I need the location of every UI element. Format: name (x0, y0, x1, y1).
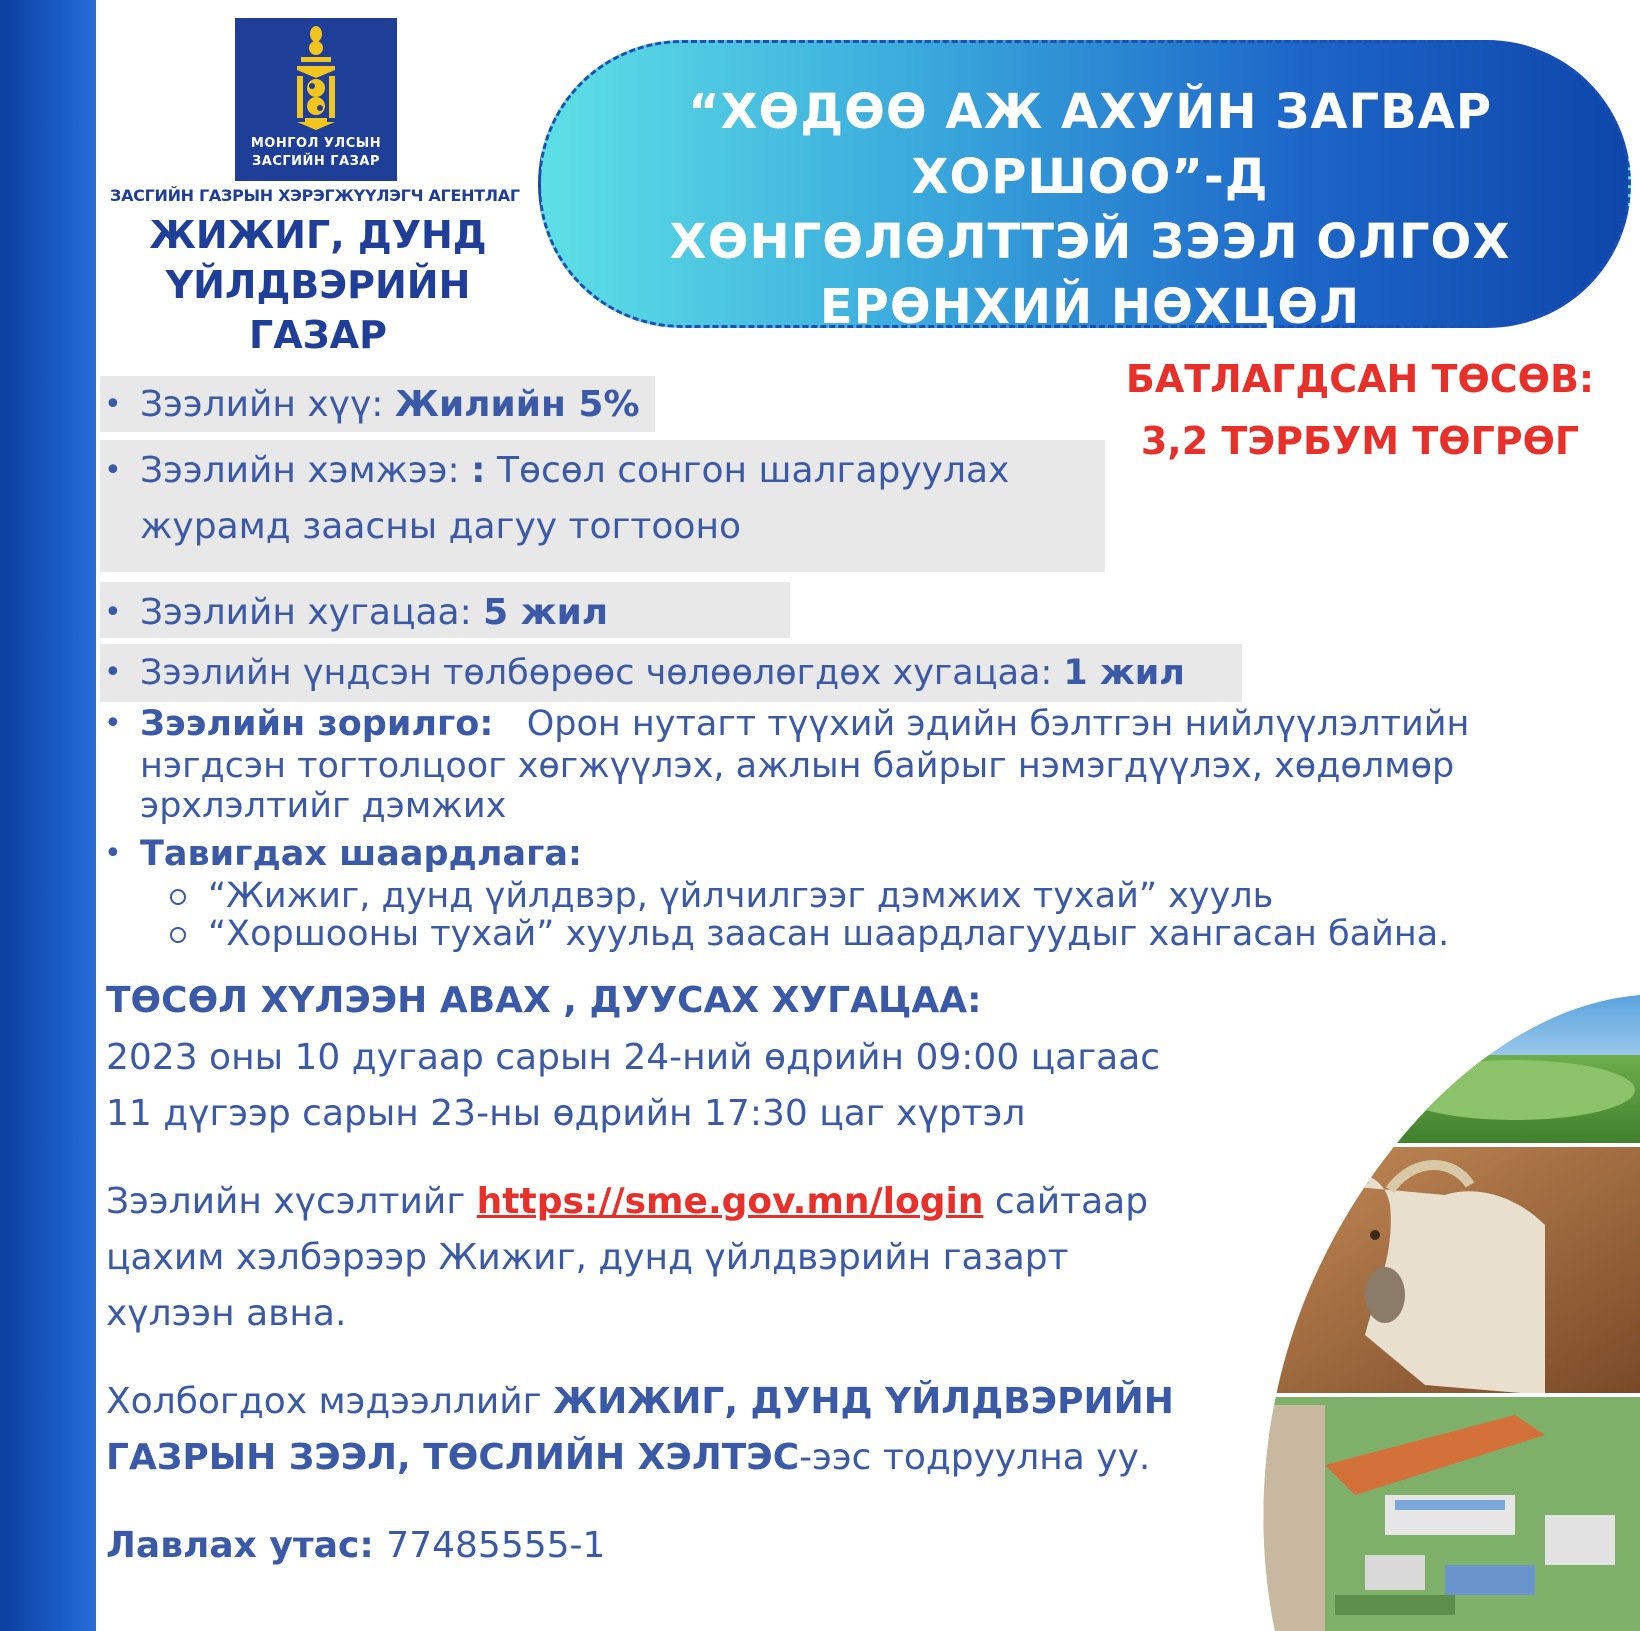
budget-label: БАТЛАГДСАН ТӨСӨВ: (1125, 357, 1595, 401)
phone-line (106, 1518, 605, 1574)
logo-text-line1: МОНГОЛ УЛСЫН (250, 136, 382, 151)
logo-text-line2: ЗАСГИЙН ГАЗАР (252, 154, 380, 169)
photo-collage (1215, 995, 1640, 1631)
agency-name-line1: ЖИЖИГ, ДУНД (149, 213, 487, 257)
purpose-label: Зээлийн зорилго: (140, 704, 494, 744)
circle-bullet-icon (170, 927, 186, 943)
purpose-line3: эрхлэлтийг дэмжих (140, 786, 507, 826)
apply-line2: цахим хэлбэрээр Жижиг, дунд үйлдвэрийн газарт (106, 1237, 1069, 1278)
collage-image (1215, 995, 1640, 1631)
grace-value: 1 жил (1063, 653, 1185, 693)
banner-title-line2: ХӨНГӨЛӨЛТТЭЙ ЗЭЭЛ ОЛГОХ (669, 214, 1511, 270)
purpose-line1: Орон нутагт түүхий эдийн бэлтгэн нийлүүлэлтийн (526, 704, 1470, 744)
banner-title-line3: ЕРӨНХИЙ НӨХЦӨЛ (819, 279, 1361, 335)
contact-line2: ГАЗРЫН ЗЭЭЛ, ТӨСЛИЙН ХЭЛТЭС-ээс тодруулна уу. (106, 1437, 1151, 1478)
grace-label: Зээлийн үндсэн төлбөрөөс чөлөөлөгдөх хугацаа: (140, 653, 1064, 693)
circle-bullet-icon (170, 889, 186, 905)
side-accent-bar (0, 0, 96, 1631)
phone-label: Лавлах утас: (106, 1525, 387, 1566)
rate-label: Зээлийн хүү: (140, 384, 395, 425)
rate-value: Жилийн 5% (394, 384, 640, 425)
requirement-item: “Жижиг, дунд үйлдвэр, үйлчилгээг дэмжих тухай” хууль (170, 876, 1273, 916)
size-value-line2: журамд заасны дагуу тогтооно (140, 506, 742, 547)
sme-login-link[interactable]: https://sme.gov.mn/login (476, 1181, 984, 1222)
requirements-label: Тавигдах шаардлага: (140, 834, 582, 874)
approved-budget (1100, 348, 1620, 472)
banner-title-line1: “ХӨДӨӨ АЖ АХУЙН ЗАГВАР ХОРШОО”-Д (687, 84, 1492, 205)
phone-value: 77485555-1 (386, 1525, 606, 1566)
apply-line3: хүлээн авна. (106, 1293, 347, 1334)
purpose-line2: нэгдсэн тогтолцоог хөгжүүлэх, ажлын байрыг нэмэгдүүлэх, хөдөлмөр (140, 746, 1455, 786)
deadline-heading: ТӨСӨЛ ХҮЛЭЭН АВАХ , ДУУСАХ ХУГАЦАА: (106, 980, 982, 1021)
size-value-line1: Төсөл сонгон шалгаруулах (485, 450, 1010, 491)
government-logo (235, 18, 397, 181)
deadline-line1: 2023 оны 10 дугаар сарын 24-ний өдрийн 09:00 цагаас (106, 1037, 1161, 1078)
agency-subtitle: ЗАСГИЙН ГАЗРЫН ХЭРЭГЖҮҮЛЭГЧ АГЕНТЛАГ (110, 186, 520, 205)
budget-value: 3,2 ТЭРБУМ ТӨГРӨГ (1140, 419, 1580, 463)
contact-line1: Холбогдох мэдээллийг ЖИЖИГ, ДУНД ҮЙЛДВЭРИЙН (106, 1381, 1174, 1422)
term-label: Зээлийн хугацаа: (140, 592, 484, 633)
agency-name (108, 210, 528, 360)
banner-title (560, 80, 1620, 340)
deadline-line2: 11 дүгээр сарын 23-ны өдрийн 17:30 цаг хүртэл (106, 1093, 1026, 1134)
requirement-item: “Хоршооны тухай” хуульд заасан шаардлагуудыг хангасан байна. (170, 914, 1449, 954)
size-label: Зээлийн хэмжээ: (140, 450, 472, 491)
term-value: 5 жил (483, 592, 609, 633)
size-colon: : (471, 450, 486, 491)
agency-name-line2: ҮЙЛДВЭРИЙН ГАЗАР (165, 263, 471, 357)
apply-line1: Зээлийн хүсэлтийг https://sme.gov.mn/login сайтаар (106, 1181, 1149, 1222)
